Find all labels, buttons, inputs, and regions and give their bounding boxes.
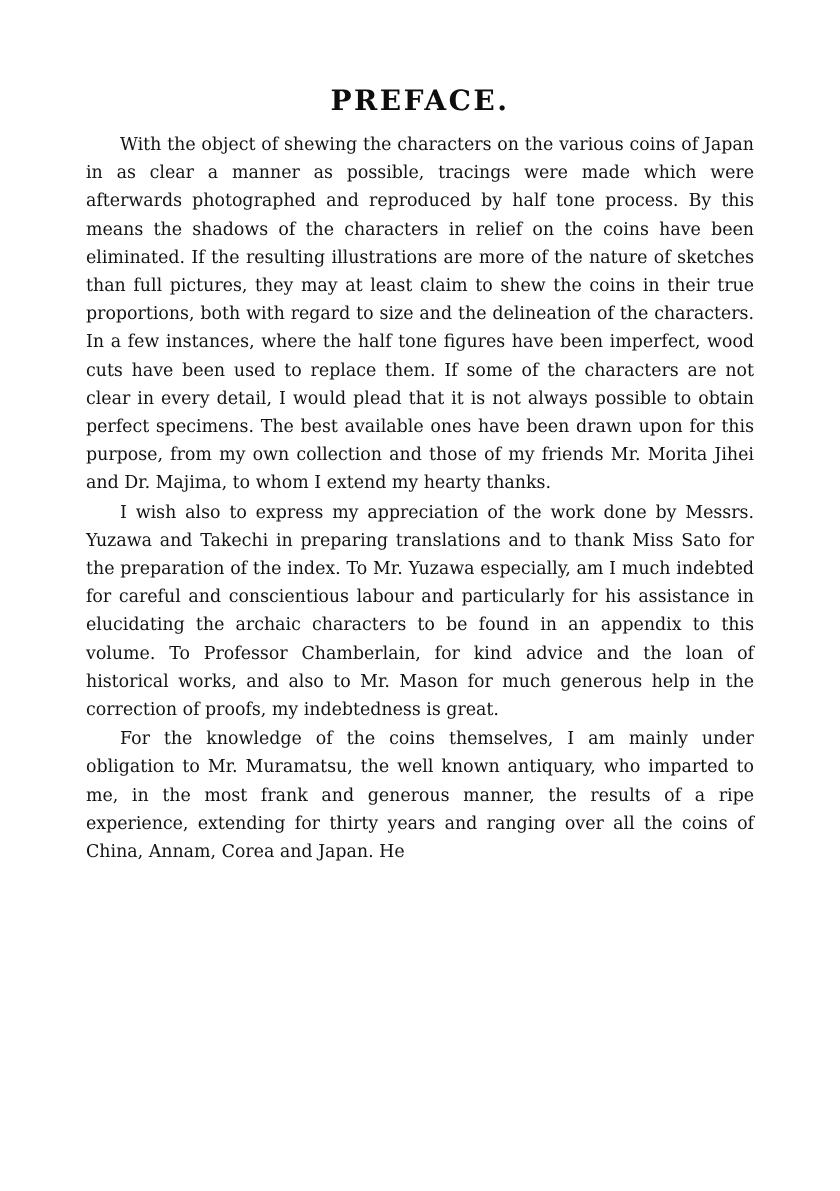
paragraph-3: For the knowledge of the coins themselves, I am mainly under obligation to Mr. Muramatsu, the well known antiquary, who imparted to me, in the most frank and generous manner, the results of a ripe experience, extending for thirty years and ranging over all the coins of China, Annam, Corea and Japan. He xyxy=(86,729,754,863)
paragraph-2: I wish also to express my appreciation of the work done by Messrs. Yuzawa and Takechi in preparing translations and to thank Miss Sato for the preparation of the index. To Mr. Yuzawa especially, am I much indebted for careful and conscientious labour and particularly for his assistance in elucidating the archaic characters to be found in an appendix to this volume. To Professor Chamberlain, for kind advice and the loan of historical works, and also to Mr. Mason for much generous help in the correction of proofs, my indebtedness is great. xyxy=(86,502,754,721)
page-title: PREFACE. xyxy=(330,84,510,117)
paragraph-1: With the object of shewing the characters on the various coins of Japan in as clear a manner as possible, tracings were made which were afterwards photographed and reproduced by half tone process. By this means the shadows of the characters in relief on the coins have been eliminated. If the resulting illustrations are more of the nature of sketches than full pictures, they may at least claim to shew the coins in their true proportions, both with regard to size and the delineation of the characters. In a few instances, where the half tone figures have been imperfect, wood cuts have been used to replace them. If some of the characters are not clear in every detail, I would plead that it is not always possible to obtain perfect specimens. The best available ones have been drawn upon for this purpose, from my own collection and those of my friends Mr. Morita Jihei and Dr. Majima, to whom I extend my hearty thanks. xyxy=(86,135,754,494)
preface-body xyxy=(86,131,754,866)
